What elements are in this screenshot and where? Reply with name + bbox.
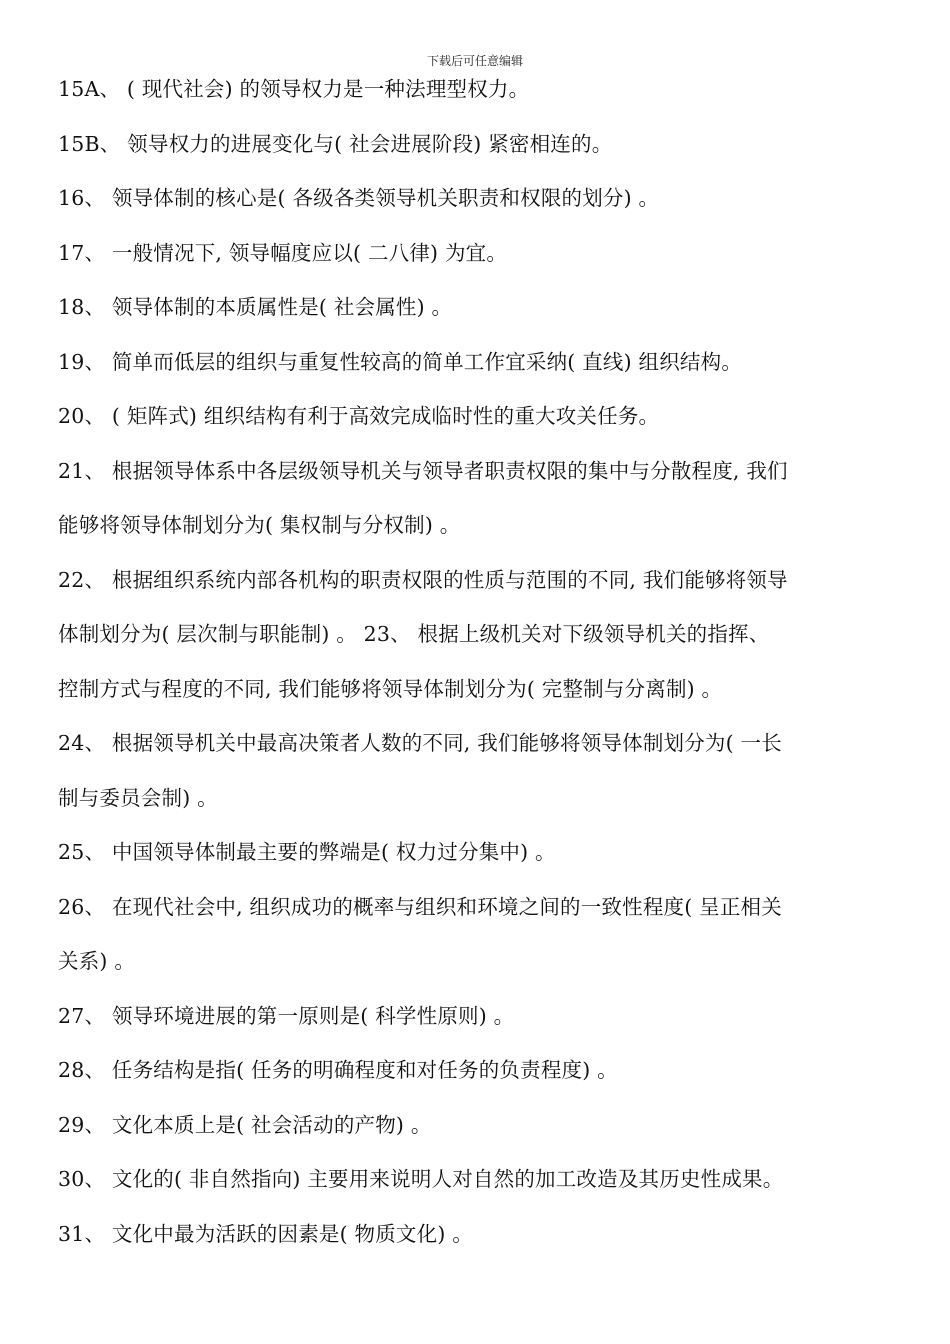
text-line: 22、 根据组织系统内部各机构的职责权限的性质与范围的不同, 我们能够将领导 (58, 567, 788, 592)
text-line: 24、 根据领导机关中最高决策者人数的不同, 我们能够将领导体制划分为( 一长 (58, 731, 782, 755)
text-line: 21、 根据领导体系中各层级领导机关与领导者职责权限的集中与分散程度, 我们 (58, 458, 788, 483)
text-line: 19、 简单而低层的组织与重复性较高的简单工作宜采纳( 直线) 组织结构。 (58, 349, 743, 374)
text-line: 关系) 。 (58, 949, 136, 973)
text-line: 28、 任务结构是指( 任务的明确程度和对任务的负责程度) 。 (58, 1058, 618, 1082)
text-line: 26、 在现代社会中, 组织成功的概率与组织和环境之间的一致性程度( 呈正相关 (58, 894, 782, 919)
text-line: 15A、 ( 现代社会) 的领导权力是一种法理型权力。 (58, 77, 530, 101)
text-line: 31、 文化中最为活跃的因素是( 物质文化) 。 (58, 1221, 473, 1246)
text-line: 29、 文化本质上是( 社会活动的产物) 。 (58, 1112, 432, 1137)
text-line: 20、 ( 矩阵式) 组织结构有利于高效完成临时性的重大攻关任务。 (58, 404, 660, 428)
text-line: 控制方式与程度的不同, 我们能够将领导体制划分为( 完整制与分离制) 。 (58, 676, 723, 701)
text-line: 18、 领导体制的本质属性是( 社会属性) 。 (58, 295, 453, 319)
text-line: 15B、 领导权力的进展变化与( 社会进展阶段) 紧密相连的。 (58, 131, 613, 156)
text-line: 16、 领导体制的核心是( 各级各类领导机关职责和权限的划分) 。 (58, 186, 660, 210)
text-line: 制与委员会制) 。 (58, 785, 218, 810)
text-line: 能够将领导体制划分为( 集权制与分权制) 。 (58, 513, 461, 537)
text-line: 27、 领导环境进展的第一原则是( 科学性原则) 。 (58, 1003, 515, 1028)
text-line: 25、 中国领导体制最主要的弊端是( 权力过分集中) 。 (58, 840, 556, 864)
text-line: 体制划分为( 层次制与职能制) 。 23、 根据上级机关对下级领导机关的指挥、 (58, 622, 770, 646)
text-line: 17、 一般情况下, 领导幅度应以( 二八律) 为宜。 (58, 240, 508, 265)
text-line: 30、 文化的( 非自然指向) 主要用来说明人对自然的加工改造及其历史性成果。 (58, 1167, 784, 1191)
document-body (58, 62, 888, 1261)
page-header-note: 下载后可任意编辑 (426, 54, 523, 68)
